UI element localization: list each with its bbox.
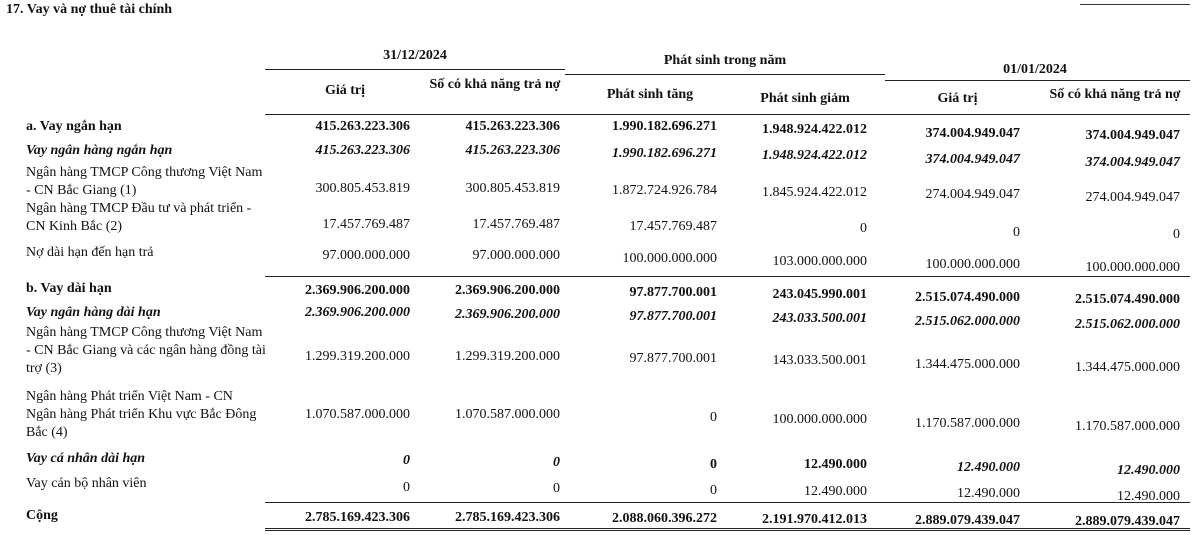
col-header-value-begin: Giá trị [937, 91, 978, 106]
col-header-payable-end: Số có khả năng trả nợ [429, 77, 561, 92]
row-label: Vay cá nhân dài hạn [26, 451, 146, 466]
value-begin: 374.004.949.047 [925, 126, 1020, 141]
value-end: 1.070.587.000.000 [305, 407, 410, 422]
decrease: 12.490.000 [804, 457, 867, 472]
decrease: 243.033.500.001 [772, 311, 867, 326]
increase: 100.000.000.000 [622, 251, 717, 266]
value-begin: 1.344.475.000.000 [915, 357, 1020, 372]
decrease: 143.033.500.001 [772, 353, 867, 368]
value-end: 0 [403, 480, 410, 495]
value-end: 97.000.000.000 [322, 248, 410, 263]
row-label: b. Vay dài hạn [26, 281, 112, 296]
group-header-end: 31/12/2024 [383, 48, 447, 63]
decrease: 103.000.000.000 [772, 254, 867, 269]
payable-begin: 1.344.475.000.000 [1075, 360, 1180, 375]
decrease: 243.045.990.001 [772, 287, 867, 302]
payable-end: 0 [553, 455, 560, 470]
increase: 1.990.182.696.271 [612, 119, 717, 134]
total-rule-double [265, 528, 1190, 531]
value-end: 415.263.223.306 [315, 119, 410, 134]
row-label: Nợ dài hạn đến hạn trả [26, 245, 154, 260]
payable-end: 300.805.453.819 [465, 181, 560, 196]
decrease: 2.191.970.412.013 [762, 512, 867, 527]
value-begin: 2.515.074.490.000 [915, 290, 1020, 305]
row-label: Ngân hàng TMCP Công thương Việt Nam - CN Bắc Giang và các ngân hàng đồng tài trợ (3) [26, 325, 266, 376]
payable-begin: 0 [1173, 227, 1180, 242]
value-begin: 274.004.949.047 [925, 187, 1020, 202]
value-end: 2.369.906.200.000 [305, 305, 410, 320]
payable-end: 0 [553, 481, 560, 496]
payable-begin: 2.889.079.439.047 [1075, 514, 1180, 529]
group-header-movement: Phát sinh trong năm [663, 53, 787, 68]
payable-begin: 2.515.074.490.000 [1075, 292, 1180, 307]
payable-end: 2.785.169.423.306 [455, 510, 560, 525]
col-header-decrease: Phát sinh giảm [760, 91, 850, 106]
row-label: Ngân hàng TMCP Công thương Việt Nam - CN Bắc Giang (1) [26, 165, 263, 198]
payable-end: 1.070.587.000.000 [455, 407, 560, 422]
increase: 2.088.060.396.272 [612, 511, 717, 526]
increase: 0 [710, 410, 717, 425]
value-begin: 2.889.079.439.047 [915, 513, 1020, 528]
increase: 1.872.724.926.784 [612, 183, 717, 198]
value-begin: 12.490.000 [957, 460, 1020, 475]
row-label: Ngân hàng TMCP Đầu tư và phát triển - CN Kinh Bắc (2) [26, 201, 252, 234]
payable-begin: 374.004.949.047 [1085, 128, 1180, 143]
increase: 0 [710, 483, 717, 498]
header-rule [265, 114, 1190, 115]
value-begin: 0 [1013, 225, 1020, 240]
section-title: 17. Vay và nợ thuê tài chính [6, 2, 173, 17]
value-end: 415.263.223.306 [315, 143, 410, 158]
value-end: 0 [403, 453, 410, 468]
payable-end: 17.457.769.487 [472, 217, 560, 232]
value-begin: 1.170.587.000.000 [915, 416, 1020, 431]
value-begin: 2.515.062.000.000 [915, 314, 1020, 329]
increase: 97.877.700.001 [629, 285, 717, 300]
payable-begin: 1.170.587.000.000 [1075, 419, 1180, 434]
row-label: Cộng [26, 508, 58, 523]
row-label: a. Vay ngắn hạn [26, 119, 122, 134]
group-header-begin: 01/01/2024 [1003, 62, 1067, 77]
payable-end: 415.263.223.306 [465, 143, 560, 158]
value-begin: 12.490.000 [957, 486, 1020, 501]
decrease: 0 [860, 221, 867, 236]
value-begin: 100.000.000.000 [925, 257, 1020, 272]
value-end: 2.369.906.200.000 [305, 283, 410, 298]
top-rule [1080, 4, 1190, 5]
group-rule-begin [885, 80, 1190, 81]
payable-end: 1.299.319.200.000 [455, 349, 560, 364]
decrease: 12.490.000 [804, 484, 867, 499]
value-end: 300.805.453.819 [315, 181, 410, 196]
payable-end: 97.000.000.000 [472, 248, 560, 263]
payable-end: 2.369.906.200.000 [455, 307, 560, 322]
row-label: Vay ngân hàng dài hạn [26, 305, 161, 320]
subtotal-rule [265, 276, 1190, 277]
row-label: Ngân hàng Phát triển Việt Nam - CN Ngân hàng Phát triển Khu vực Bắc Đông Bắc (4) [26, 389, 257, 440]
increase: 0 [710, 457, 717, 472]
increase: 17.457.769.487 [629, 219, 717, 234]
total-rule-top [265, 502, 1190, 503]
value-begin: 374.004.949.047 [925, 152, 1020, 167]
group-rule-end [265, 69, 565, 70]
decrease: 1.948.924.422.012 [762, 148, 867, 163]
payable-begin: 2.515.062.000.000 [1075, 317, 1180, 332]
row-label: Vay ngân hàng ngắn hạn [26, 143, 173, 158]
value-end: 17.457.769.487 [322, 217, 410, 232]
row-label: Vay cán bộ nhân viên [26, 476, 147, 491]
decrease: 1.845.924.422.012 [762, 185, 867, 200]
payable-end: 415.263.223.306 [465, 119, 560, 134]
value-end: 1.299.319.200.000 [305, 349, 410, 364]
col-header-payable-begin: Số có khả năng trả nợ [1049, 87, 1181, 102]
decrease: 100.000.000.000 [772, 412, 867, 427]
payable-end: 2.369.906.200.000 [455, 283, 560, 298]
decrease: 1.948.924.422.012 [762, 122, 867, 137]
payable-begin: 12.490.000 [1117, 489, 1180, 504]
payable-begin: 100.000.000.000 [1085, 260, 1180, 275]
value-end: 2.785.169.423.306 [305, 510, 410, 525]
increase: 1.990.182.696.271 [612, 146, 717, 161]
col-header-increase: Phát sinh tăng [606, 87, 694, 102]
col-header-value-end: Giá trị [324, 83, 366, 98]
increase: 97.877.700.001 [629, 309, 717, 324]
increase: 97.877.700.001 [629, 351, 717, 366]
payable-begin: 374.004.949.047 [1085, 155, 1180, 170]
payable-begin: 274.004.949.047 [1085, 190, 1180, 205]
group-rule-movement [565, 74, 885, 75]
payable-begin: 12.490.000 [1117, 463, 1180, 478]
